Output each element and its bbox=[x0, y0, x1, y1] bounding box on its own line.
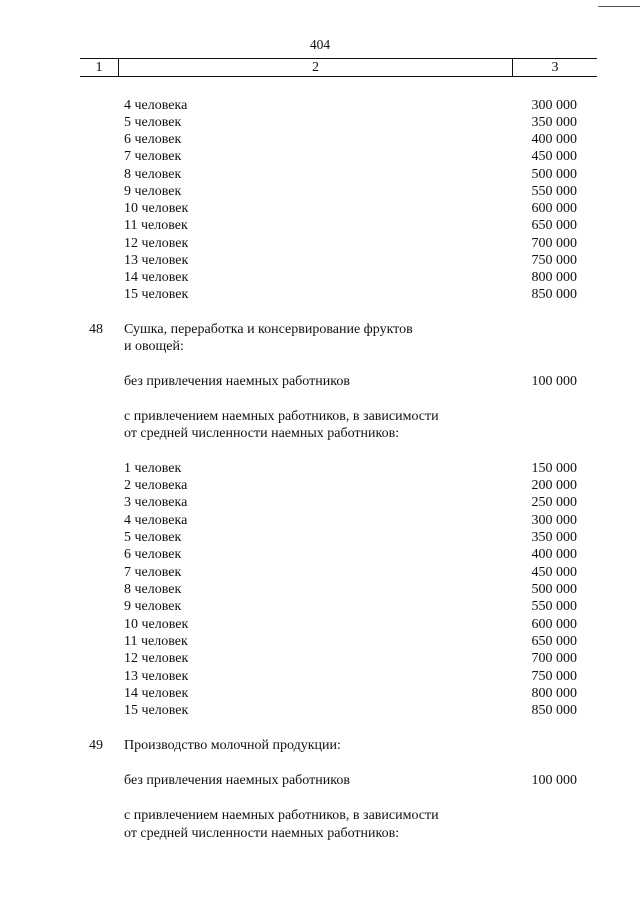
table-row bbox=[0, 269, 640, 286]
row-text: 13 человек bbox=[124, 253, 189, 268]
row-text: 5 человек bbox=[124, 115, 182, 130]
row-value: 350 000 bbox=[531, 115, 577, 130]
row-text: 8 человек bbox=[124, 582, 182, 597]
row-text: без привлечения наемных работников bbox=[124, 773, 350, 788]
header-rule-bottom bbox=[80, 76, 597, 77]
row-value: 650 000 bbox=[531, 218, 577, 233]
page-number: 404 bbox=[309, 37, 331, 52]
table-row bbox=[0, 807, 640, 824]
table-row bbox=[0, 235, 640, 252]
row-value: 750 000 bbox=[531, 253, 577, 268]
table-row bbox=[0, 321, 640, 338]
row-value: 300 000 bbox=[531, 98, 577, 113]
table-row bbox=[0, 286, 640, 303]
table-row bbox=[0, 529, 640, 546]
row-number: 48 bbox=[89, 322, 103, 337]
table-row bbox=[0, 200, 640, 217]
table-row bbox=[0, 685, 640, 702]
row-value: 650 000 bbox=[531, 634, 577, 649]
column-header-2: 2 bbox=[312, 60, 319, 75]
row-text: с привлечением наемных работников, в зависимости bbox=[124, 808, 439, 823]
corner-mark bbox=[598, 6, 640, 7]
row-text: 10 человек bbox=[124, 617, 189, 632]
row-value: 550 000 bbox=[531, 599, 577, 614]
row-value: 450 000 bbox=[531, 149, 577, 164]
row-text: 11 человек bbox=[124, 218, 188, 233]
row-text: Производство молочной продукции: bbox=[124, 738, 341, 753]
row-value: 250 000 bbox=[531, 495, 577, 510]
column-header-3: 3 bbox=[551, 60, 559, 75]
row-text: 14 человек bbox=[124, 270, 189, 285]
row-value: 550 000 bbox=[531, 184, 577, 199]
row-value: 300 000 bbox=[531, 513, 577, 528]
table-row bbox=[0, 598, 640, 615]
row-text: 6 человек bbox=[124, 132, 182, 147]
row-value: 450 000 bbox=[531, 565, 577, 580]
table-row bbox=[0, 97, 640, 114]
row-text: 9 человек bbox=[124, 599, 182, 614]
table-row bbox=[0, 564, 640, 581]
table-row bbox=[0, 512, 640, 529]
table-row bbox=[0, 338, 640, 355]
table-row bbox=[0, 131, 640, 148]
table-row bbox=[0, 546, 640, 563]
row-text: 4 человека bbox=[124, 513, 188, 528]
row-value: 750 000 bbox=[531, 669, 577, 684]
row-value: 100 000 bbox=[531, 773, 577, 788]
row-text: 7 человек bbox=[124, 565, 182, 580]
row-text: от средней численности наемных работников: bbox=[124, 826, 400, 841]
row-value: 850 000 bbox=[531, 287, 577, 302]
row-value: 100 000 bbox=[531, 374, 577, 389]
table-row bbox=[0, 114, 640, 131]
column-header-1: 1 bbox=[95, 60, 103, 75]
table-row bbox=[0, 650, 640, 667]
row-text: без привлечения наемных работников bbox=[124, 374, 350, 389]
table-row bbox=[0, 702, 640, 719]
row-text: 8 человек bbox=[124, 167, 182, 182]
row-text: 7 человек bbox=[124, 149, 182, 164]
row-text: 11 человек bbox=[124, 634, 188, 649]
row-value: 150 000 bbox=[531, 461, 577, 476]
row-text: 12 человек bbox=[124, 651, 189, 666]
table-row bbox=[0, 460, 640, 477]
row-text: 14 человек bbox=[124, 686, 189, 701]
row-text: и овощей: bbox=[124, 339, 184, 354]
row-text: с привлечением наемных работников, в зависимости bbox=[124, 409, 439, 424]
header-rule-top bbox=[80, 58, 597, 59]
row-text: 1 человек bbox=[124, 461, 182, 476]
table-row bbox=[0, 668, 640, 685]
row-text: Сушка, переработка и консервирование фруктов bbox=[124, 322, 413, 337]
table-row bbox=[0, 772, 640, 789]
row-text: 10 человек bbox=[124, 201, 189, 216]
row-text: 15 человек bbox=[124, 287, 189, 302]
table-row bbox=[0, 166, 640, 183]
row-text: 12 человек bbox=[124, 236, 189, 251]
table-row bbox=[0, 825, 640, 842]
row-value: 500 000 bbox=[531, 167, 577, 182]
table-row bbox=[0, 148, 640, 165]
row-value: 400 000 bbox=[531, 547, 577, 562]
row-value: 600 000 bbox=[531, 617, 577, 632]
table-row bbox=[0, 425, 640, 442]
row-value: 200 000 bbox=[531, 478, 577, 493]
row-text: 15 человек bbox=[124, 703, 189, 718]
table-row bbox=[0, 373, 640, 390]
row-value: 700 000 bbox=[531, 236, 577, 251]
table-row bbox=[0, 408, 640, 425]
table-row bbox=[0, 616, 640, 633]
row-value: 800 000 bbox=[531, 270, 577, 285]
row-value: 800 000 bbox=[531, 686, 577, 701]
row-value: 500 000 bbox=[531, 582, 577, 597]
table-row bbox=[0, 633, 640, 650]
row-text: 5 человек bbox=[124, 530, 182, 545]
row-number: 49 bbox=[89, 738, 103, 753]
table-row bbox=[0, 477, 640, 494]
row-text: 6 человек bbox=[124, 547, 182, 562]
table-row bbox=[0, 581, 640, 598]
row-value: 850 000 bbox=[531, 703, 577, 718]
row-text: 13 человек bbox=[124, 669, 189, 684]
table-row bbox=[0, 737, 640, 754]
table-row bbox=[0, 494, 640, 511]
table-row bbox=[0, 183, 640, 200]
row-text: от средней численности наемных работников: bbox=[124, 426, 400, 441]
row-value: 700 000 bbox=[531, 651, 577, 666]
table-row bbox=[0, 217, 640, 234]
row-text: 4 человека bbox=[124, 98, 188, 113]
row-value: 600 000 bbox=[531, 201, 577, 216]
row-text: 2 человека bbox=[124, 478, 188, 493]
row-text: 3 человека bbox=[124, 495, 188, 510]
row-value: 400 000 bbox=[531, 132, 577, 147]
row-text: 9 человек bbox=[124, 184, 182, 199]
row-value: 350 000 bbox=[531, 530, 577, 545]
table-row bbox=[0, 252, 640, 269]
